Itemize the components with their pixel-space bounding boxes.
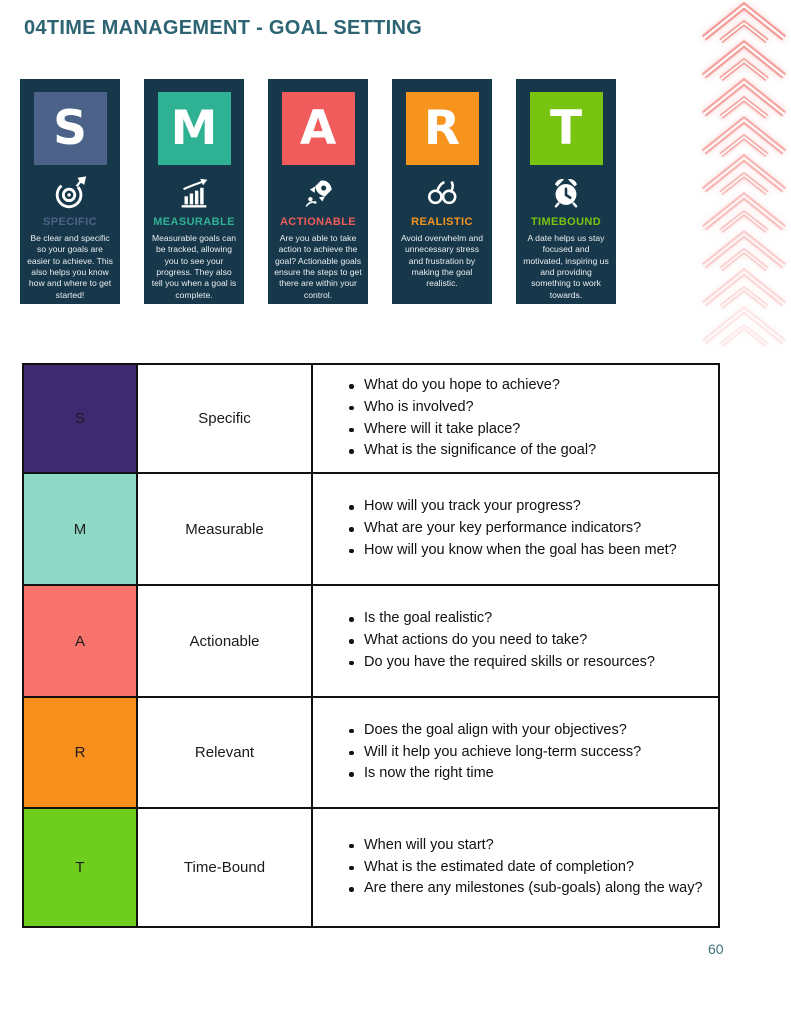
glasses-icon — [423, 174, 461, 212]
smart-cards-row — [20, 79, 616, 304]
question-list — [347, 608, 710, 673]
card-heading: MEASURABLE — [153, 216, 235, 228]
question-item: Will it help you achieve long-term success? — [347, 742, 710, 764]
bar-chart-icon — [175, 174, 213, 212]
question-item: How will you track your progress? — [347, 496, 710, 518]
question-item: Is now the right time — [347, 763, 710, 785]
smart-card-timebound — [516, 79, 616, 304]
table-row — [23, 364, 719, 473]
question-item: What is the estimated date of completion? — [347, 857, 710, 879]
smart-card-actionable — [268, 79, 368, 304]
rocket-icon — [299, 174, 337, 212]
table-questions-cell — [312, 585, 719, 697]
table-row — [23, 697, 719, 808]
table-questions-cell — [312, 473, 719, 585]
table-row — [23, 473, 719, 585]
table-label-cell: Time-Bound — [137, 808, 312, 927]
question-item: What is the significance of the goal? — [347, 440, 710, 462]
smart-card-specific — [20, 79, 120, 304]
question-item: Is the goal realistic? — [347, 608, 710, 630]
table-label-cell: Specific — [137, 364, 312, 473]
question-list — [347, 720, 710, 785]
question-item: What are your key performance indicators? — [347, 518, 710, 540]
page-number: 60 — [708, 941, 724, 957]
table-letter-cell: M — [23, 473, 137, 585]
table-label-cell: Relevant — [137, 697, 312, 808]
card-letter-square — [530, 92, 603, 165]
question-item: Who is involved? — [347, 397, 710, 419]
question-item: When will you start? — [347, 835, 710, 857]
card-letter-square — [282, 92, 355, 165]
table-label-cell: Measurable — [137, 473, 312, 585]
card-letter-square — [158, 92, 231, 165]
question-item: What do you hope to achieve? — [347, 375, 710, 397]
card-letter: T — [549, 101, 583, 156]
question-list — [347, 835, 710, 900]
card-letter-square — [406, 92, 479, 165]
chevron-decoration — [699, 0, 789, 360]
table-letter-cell: S — [23, 364, 137, 473]
question-item: Does the goal align with your objectives? — [347, 720, 710, 742]
question-item: Are there any milestones (sub-goals) along the way? — [347, 878, 710, 900]
question-list — [347, 496, 710, 561]
table-row — [23, 808, 719, 927]
card-description: A date helps us stay focused and motivated, inspiring us and providing something to work towards. — [523, 233, 609, 300]
card-letter: R — [423, 101, 461, 156]
card-heading: ACTIONABLE — [279, 216, 357, 228]
target-icon — [51, 174, 89, 212]
card-letter: S — [53, 101, 87, 156]
card-letter-square — [34, 92, 107, 165]
table-letter-cell: T — [23, 808, 137, 927]
table-questions-cell — [312, 808, 719, 927]
page-title: 04TIME MANAGEMENT - GOAL SETTING — [24, 17, 423, 39]
question-item: How will you know when the goal has been met? — [347, 540, 710, 562]
table-row — [23, 585, 719, 697]
table-label-cell: Actionable — [137, 585, 312, 697]
card-letter: M — [170, 101, 218, 156]
question-item: What actions do you need to take? — [347, 630, 710, 652]
card-letter: A — [299, 101, 337, 156]
smart-card-measurable — [144, 79, 244, 304]
card-description: Measurable goals can be tracked, allowing you to see your progress. They also tell you when a goal is complete. — [151, 233, 237, 300]
card-heading: REALISTIC — [411, 216, 473, 228]
question-item: Do you have the required skills or resources? — [347, 652, 710, 674]
alarm-clock-icon — [547, 174, 585, 212]
card-description: Avoid overwhelm and unnecessary stress and frustration by making the goal realistic. — [400, 233, 483, 289]
card-heading: SPECIFIC — [43, 216, 97, 228]
table-questions-cell — [312, 697, 719, 808]
table-questions-cell — [312, 364, 719, 473]
smart-card-realistic — [392, 79, 492, 304]
card-description: Be clear and specific so your goals are easier to achieve. This also helps you know how and where to get started! — [27, 233, 113, 300]
smart-table — [22, 363, 720, 928]
card-description: Are you able to take action to achieve the goal? Actionable goals ensure the steps to get there are within your control. — [274, 233, 362, 300]
question-item: Where will it take place? — [347, 419, 710, 441]
table-letter-cell: A — [23, 585, 137, 697]
question-list — [347, 375, 710, 462]
card-heading: TIMEBOUND — [530, 216, 602, 228]
table-letter-cell: R — [23, 697, 137, 808]
